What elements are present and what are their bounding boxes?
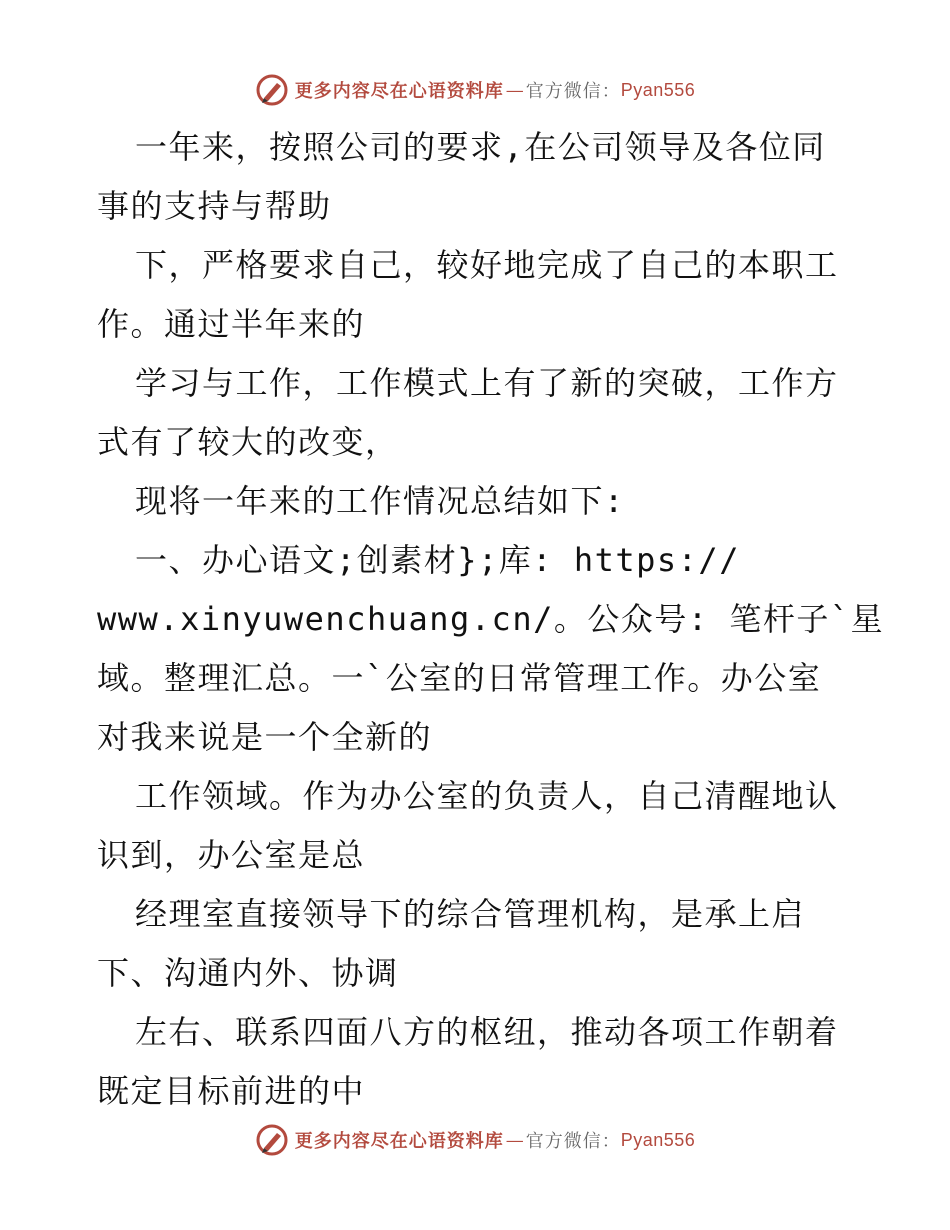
text-line: 左右、联系四面八方的枢纽，推动各项工作朝着 [135,1013,839,1051]
text-line: 下，严格要求自己，较好地完成了自己的本职工 [135,246,839,284]
header-banner [0,70,950,110]
text-line: 一年来，按照公司的要求,在公司领导及各位同 [135,128,826,166]
text-line: 域。整理汇总。一`公室的日常管理工作。办公室 [97,659,822,697]
text-line: 既定目标前进的中 [97,1072,366,1110]
text-line: 一、办心语文;创素材};库: https:// [135,541,740,579]
header-official-label: 官方微信： [525,81,621,102]
text-line: 下、沟通内外、协调 [97,954,399,992]
document-body [97,118,885,1121]
text-line: 对我来说是一个全新的 [97,718,433,756]
header-separator: — [505,79,524,101]
footer-wechat-handle: Pyan556 [620,1129,696,1150]
text-line: 识到，办公室是总 [97,836,366,874]
footer-separator: — [505,1129,524,1151]
footer-official-label: 官方微信： [525,1131,621,1152]
text-line: 事的支持与帮助 [97,187,332,225]
text-line: 学习与工作，工作模式上有了新的突破，工作方 [135,364,839,402]
header-wechat-handle: Pyan556 [620,79,696,100]
text-line: 作。通过半年来的 [97,305,366,343]
footer-banner [0,1120,950,1160]
text-line: 工作领域。作为办公室的负责人，自己清醒地认 [135,777,839,815]
text-line: 经理室直接领导下的综合管理机构，是承上启 [135,895,806,933]
header-library-text: 更多内容尽在心语资料库 [294,81,504,102]
footer-library-text: 更多内容尽在心语资料库 [294,1131,504,1152]
text-line: www.xinyuwenchuang.cn/。公众号: 笔杆子`星 [97,600,885,638]
text-line: 式有了较大的改变， [97,423,399,461]
pen-logo-icon [255,1123,289,1157]
text-line: 现将一年来的工作情况总结如下: [135,482,625,520]
pen-logo-icon [255,73,289,107]
